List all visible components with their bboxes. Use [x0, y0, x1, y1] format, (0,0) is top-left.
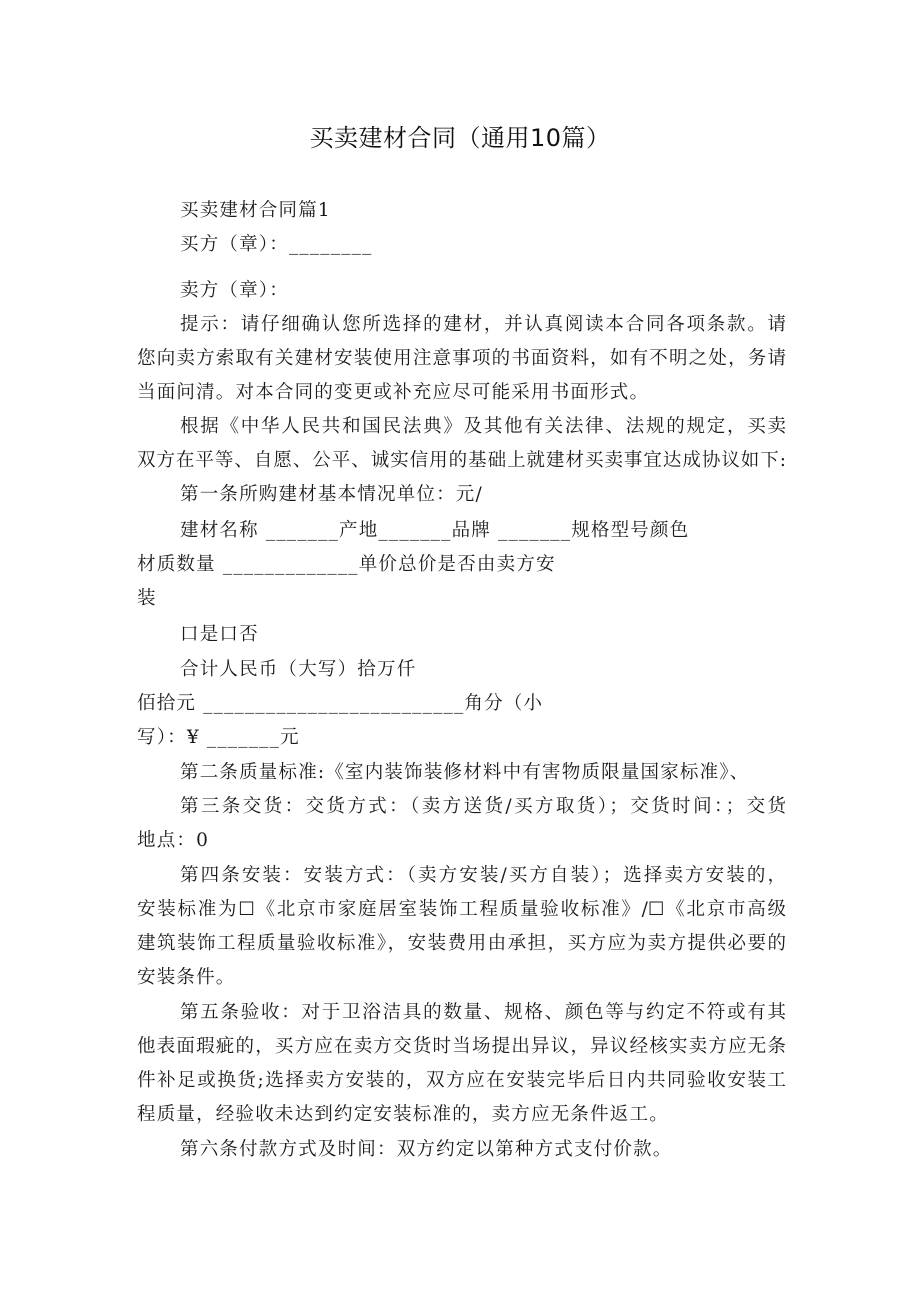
material-fields-line: 装: [137, 588, 157, 609]
seller-line: 卖方（章）：: [180, 280, 289, 301]
install-choice-line: 口是口否: [180, 624, 259, 645]
clause-6-line: 第六条付款方式及时间：双方约定以第种方式支付价款。: [180, 1139, 673, 1160]
paragraph-line: 您向卖方索取有关建材安装使用注意事项的书面资料，如有不明之处，务请: [137, 348, 786, 369]
buyer-line: 买方（章）：________: [180, 234, 373, 255]
document-title: 买卖建材合同（通用10篇）: [309, 124, 611, 152]
paragraph-line: 提示：请仔细确认您所选择的建材，并认真阅读本合同各项条款。请: [180, 314, 786, 335]
clause-4-line: 安装条件。: [137, 967, 236, 988]
clause-3-line: 第三条交货：交货方式：（卖方送货/买方取货）；交货时间：；交货: [180, 796, 786, 817]
clause-5-line: 第五条验收：对于卫浴洁具的数量、规格、颜色等与约定不符或有其: [180, 1002, 786, 1023]
total-amount-line: 写）：¥ _______元: [137, 727, 300, 748]
section-heading: 买卖建材合同篇1: [180, 200, 331, 221]
clause-4-line: 建筑装饰工程质量验收标准》，安装费用由承担，买方应为卖方提供必要的: [137, 933, 786, 954]
clause-5-line: 他表面瑕疵的，买方应在卖方交货时当场提出异议，异议经核实卖方应无条: [137, 1036, 786, 1057]
paragraph-line: 根据《中华人民共和国民法典》及其他有关法律、法规的规定，买卖: [180, 416, 786, 437]
clause-4-line: 安装标准为☐《北京市家庭居室装饰工程质量验收标准》/☐《北京市高级: [137, 899, 786, 920]
clause-4-line: 第四条安装：安装方式：（卖方安装/买方自装）；选择卖方安装的，: [180, 865, 786, 886]
clause-5-line: 件补足或换货;选择卖方安装的，双方应在安装完毕后日内共同验收安装工: [137, 1070, 786, 1091]
material-fields-line: 建材名称 _______产地_______品牌 _______规格型号颜色: [180, 520, 690, 541]
paragraph-line: 当面问清。对本合同的变更或补充应尽可能采用书面形式。: [137, 382, 650, 403]
clause-1-heading: 第一条所购建材基本情况单位：元/: [180, 484, 483, 505]
paragraph-line: 双方在平等、自愿、公平、诚实信用的基础上就建材买卖事宜达成协议如下:: [137, 450, 786, 471]
total-amount-line: 佰拾元 _________________________角分（小: [137, 693, 544, 714]
material-fields-line: 材质数量 _____________单价总价是否由卖方安: [137, 554, 556, 575]
total-amount-line: 合计人民币（大写）拾万仟: [180, 659, 417, 680]
clause-2-line: 第二条质量标准:《室内装饰装修材料中有害物质限量国家标准》、: [180, 762, 750, 783]
clause-3-line: 地点：0: [137, 830, 210, 851]
clause-5-line: 程质量，经验收未达到约定安装标准的，卖方应无条件返工。: [137, 1104, 669, 1125]
